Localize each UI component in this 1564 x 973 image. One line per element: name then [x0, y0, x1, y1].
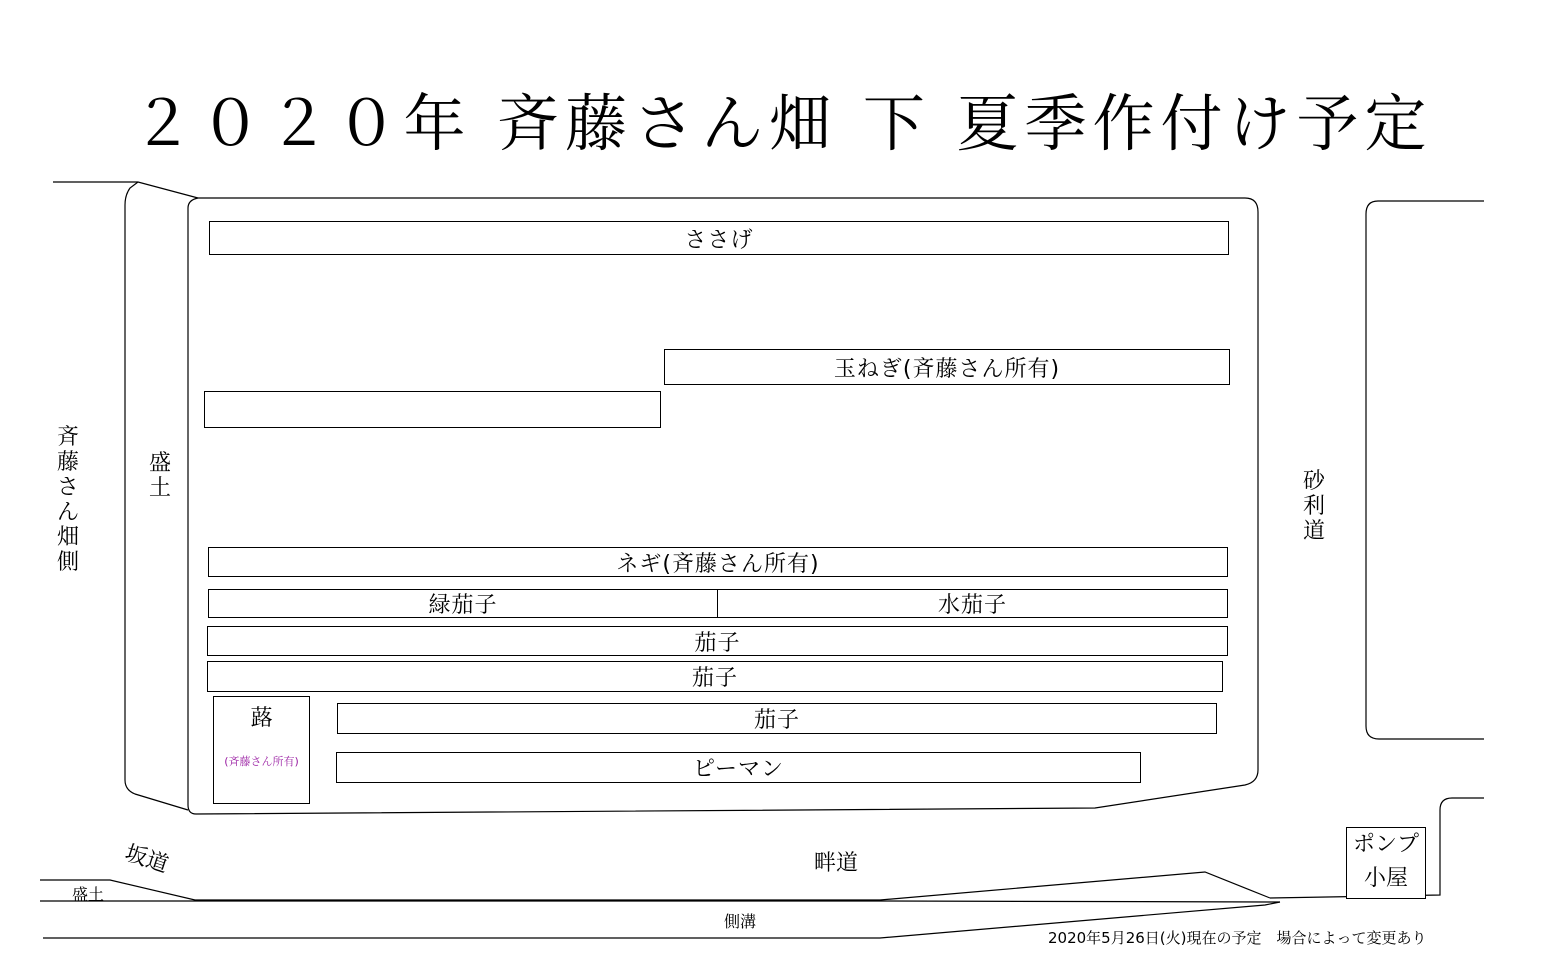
box-fuki — [213, 696, 310, 804]
pump-hut-line1: ポンプ — [1352, 832, 1419, 857]
label-gravel-road: 砂利道 — [1302, 469, 1325, 544]
label-mound-bottom: 盛土 — [72, 885, 105, 904]
bed-eggplant-3: 茄子 — [337, 703, 1217, 734]
gravel-road-block-outline — [1366, 201, 1484, 739]
path-upper-line — [40, 872, 1270, 900]
footnote: 2020年5月26日(火)現在の予定 場合によって変更あり — [1048, 929, 1427, 947]
bed-onion: 玉ねぎ(斉藤さん所有) — [664, 349, 1230, 385]
label-left-side: 斉藤さん畑側 — [56, 425, 79, 575]
bed-eggplant-1: 茄子 — [207, 626, 1228, 656]
label-field-path: 畔道 — [814, 851, 859, 876]
bed-eggplant-2: 茄子 — [207, 661, 1223, 692]
bed-green-eggplant: 緑茄子 — [208, 589, 718, 618]
bed-sasage: ささげ — [209, 221, 1229, 255]
bed-empty — [204, 391, 661, 428]
ditch-top-line — [40, 901, 1280, 902]
page-title: ２０２０年 斉藤さん畑 下 夏季作付け予定 — [131, 87, 1433, 160]
bed-pepper: ピーマン — [336, 752, 1141, 783]
top-left-boundary-line — [53, 182, 198, 198]
box-fuki-note: (斉藤さん所有) — [224, 755, 299, 768]
bed-water-eggplant: 水茄子 — [717, 589, 1228, 618]
label-slope-road: 坂道 — [121, 840, 172, 879]
label-mound-left: 盛土 — [148, 451, 171, 501]
box-fuki-name: 蕗 — [250, 706, 273, 731]
bed-negi: ネギ(斉藤さん所有) — [208, 547, 1228, 577]
pump-hut-line2: 小屋 — [1363, 866, 1408, 891]
label-side-ditch: 側溝 — [724, 912, 757, 931]
pump-hut — [1346, 827, 1426, 899]
